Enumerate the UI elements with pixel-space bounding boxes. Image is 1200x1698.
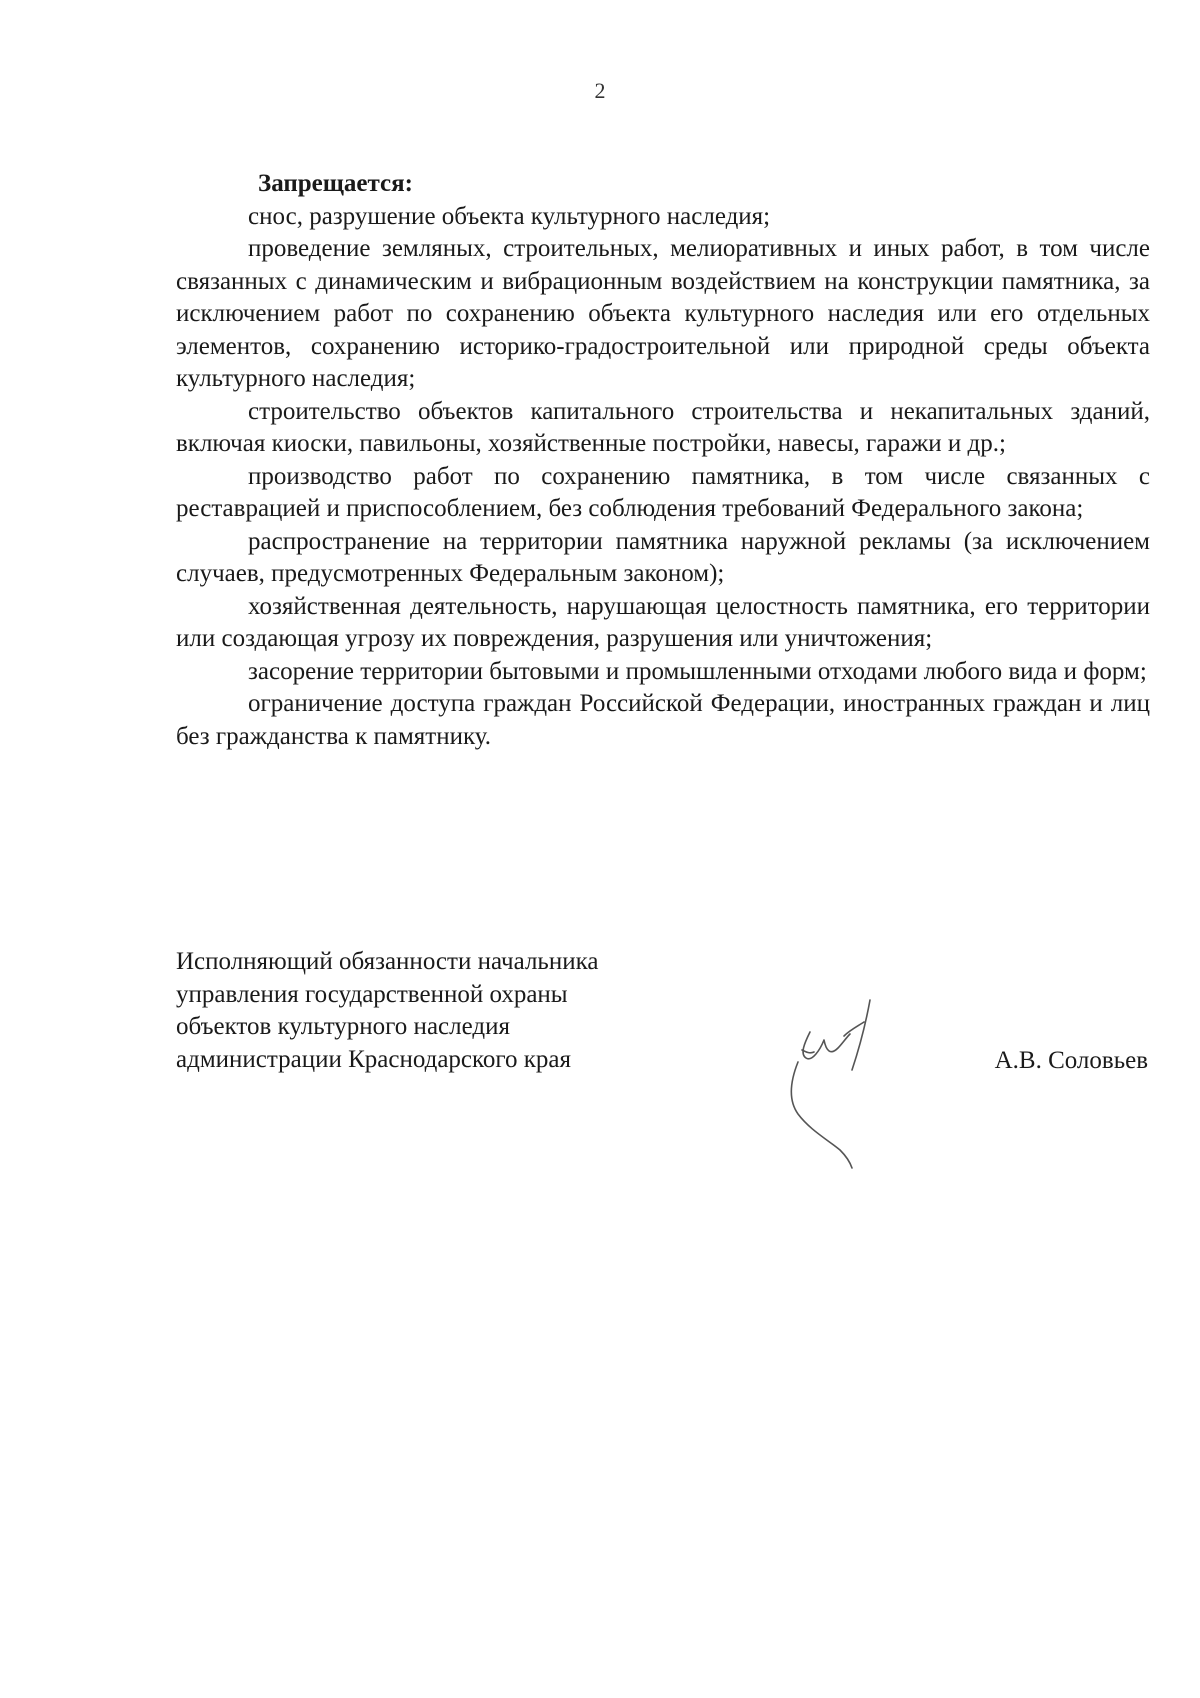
signatory-title-line: управления государственной охраны (176, 980, 568, 1008)
handwritten-signature (780, 992, 890, 1172)
section-heading: Запрещается: (258, 170, 414, 197)
prohibition-item: распространение на территории памятника наружной рекламы (за исключением случаев, предусмотренных Федеральным законом); (176, 527, 1150, 587)
prohibition-item: хозяйственная деятельность, нарушающая целостность памятника, его территории или создающая угрозу их повреждения, разрушения или уничтожения; (176, 592, 1150, 652)
prohibition-item: ограничение доступа граждан Российской Федерации, иностранных граждан и лиц без гражданства к памятнику. (176, 690, 1150, 750)
prohibition-item: засорение территории бытовыми и промышленными отходами любого вида и форм; (248, 657, 1147, 685)
signatory-title-line: объектов культурного наследия (176, 1013, 510, 1040)
signatory-title-line: Исполняющий обязанности начальника (176, 948, 599, 975)
document-body (176, 168, 1150, 753)
prohibition-item: снос, разрушение объекта культурного наследия; (248, 202, 771, 230)
prohibition-item: строительство объектов капитального строительства и некапитальных зданий, включая киоски, павильоны, хозяйственные постройки, навесы, гаражи и др.; (176, 397, 1150, 457)
signatory-name: А.В. Соловьев (994, 1047, 1148, 1074)
signatory-title-line: администрации Краснодарского края (176, 1045, 572, 1073)
page-number: 2 (594, 78, 606, 103)
prohibition-item: производство работ по сохранению памятника, в том числе связанных с реставрацией и приспособлением, без соблюдения требований Федерального закона; (176, 462, 1150, 522)
prohibition-item: проведение земляных, строительных, мелиоративных и иных работ, в том числе связанных с динамическим и вибрационным воздействием на конструкции памятника, за исключением работ по сохранению объекта культурного наследия или его отдельных элементов, сохранению историко-градостроительной или природной среды объекта культурного наследия; (176, 235, 1150, 392)
